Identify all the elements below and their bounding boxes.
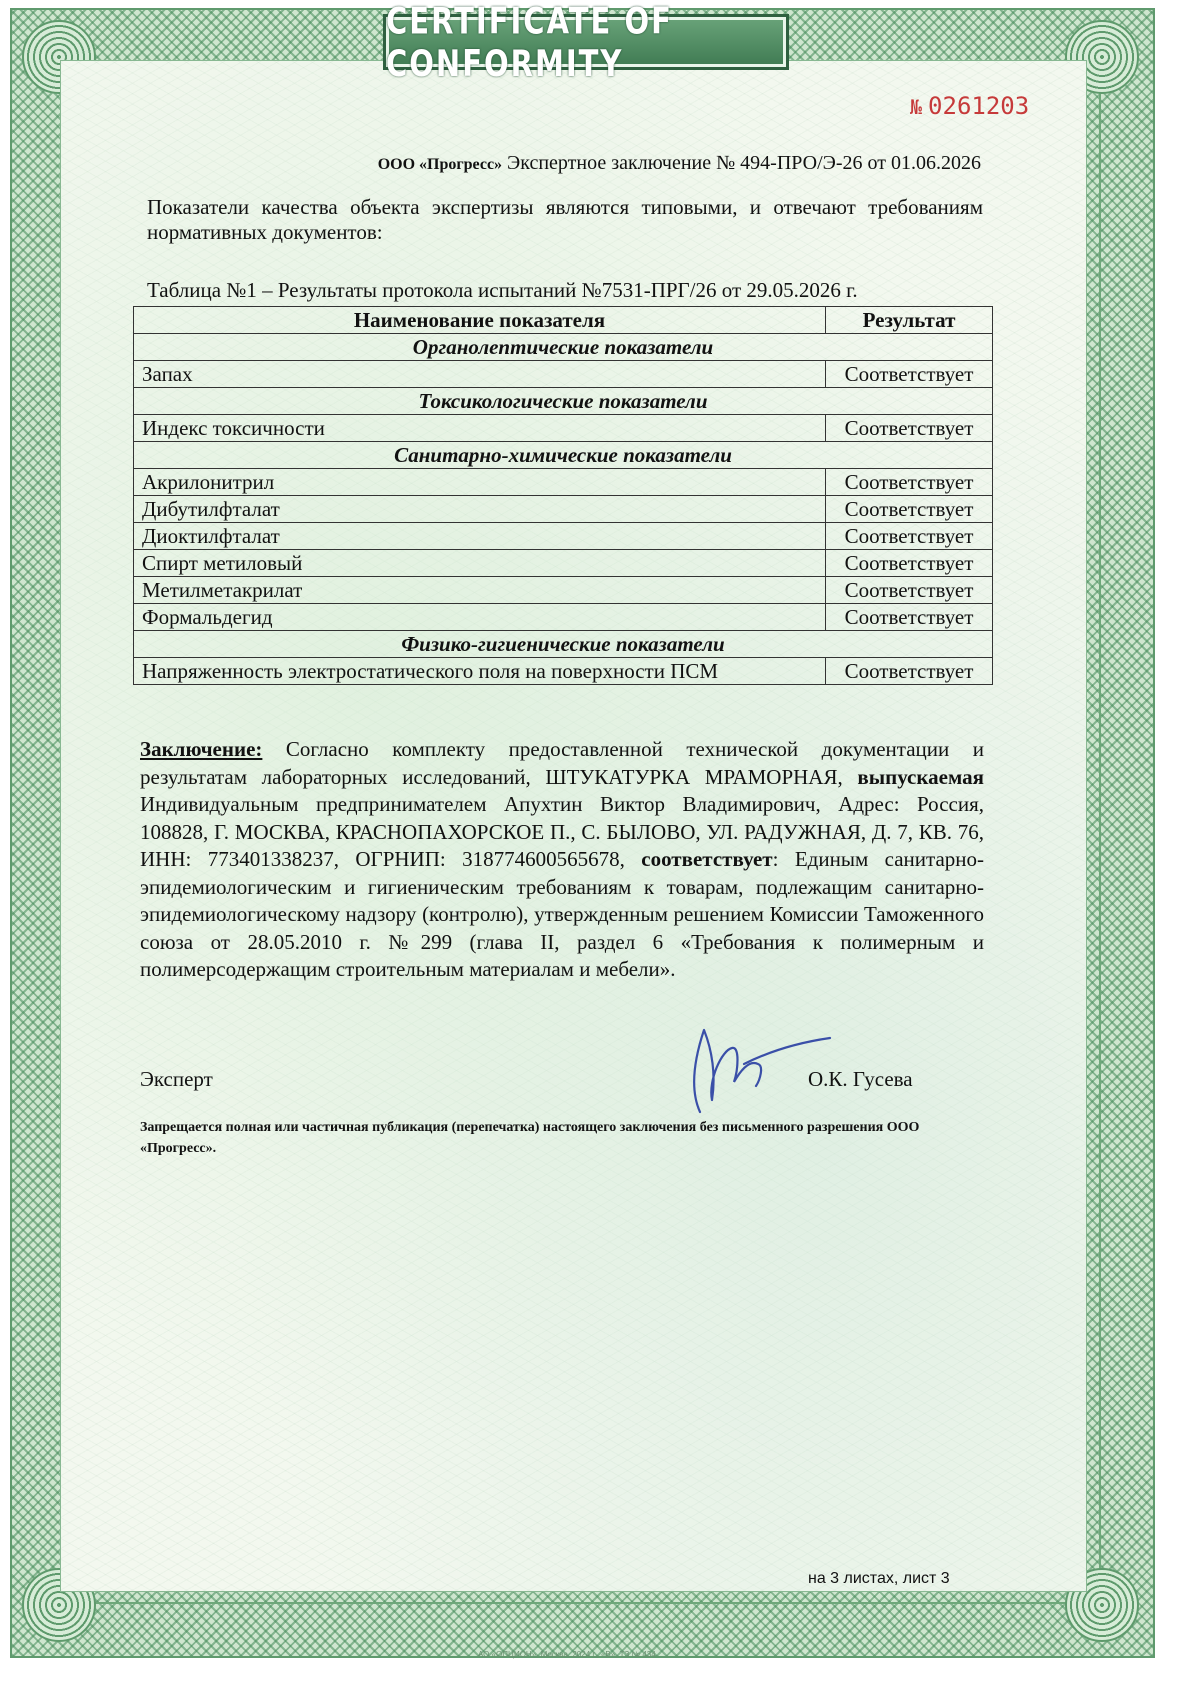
expert-label: Эксперт bbox=[140, 1067, 213, 1091]
section-row bbox=[134, 631, 993, 658]
table-row bbox=[134, 469, 993, 496]
section-title: Органолептические показатели bbox=[134, 334, 993, 361]
indicator-result: Соответствует bbox=[826, 496, 993, 523]
conclusion-bold-complies: соответствует bbox=[641, 847, 773, 871]
conclusion-label: Заключение: bbox=[140, 737, 263, 761]
indicator-name: Спирт метиловый bbox=[134, 550, 826, 577]
table-header-row bbox=[134, 307, 993, 334]
publication-notice: Запрещается полная или частичная публикация (перепечатка) настоящего заключения без письменного разрешения ООО «Прогресс». bbox=[140, 1120, 920, 1156]
organization-name: ООО «Прогресс» bbox=[377, 156, 503, 173]
indicator-name: Индекс токсичности bbox=[134, 415, 826, 442]
indicator-result: Соответствует bbox=[826, 550, 993, 577]
conclusion-text: Индивидуальным предпринимателем Апухтин Виктор Владимирович, Адрес: Россия, 108828, Г. МОСКВА, КРАСНОПАХОРСКОЕ П., С. БЫЛОВО, УЛ. РАДУЖНАЯ, Д. 7, КВ. 76, ИНН: 773401338237, ОГРНИП: 318774600565678, bbox=[140, 792, 984, 871]
indicator-name: Метилметакрилат bbox=[134, 577, 826, 604]
indicator-name: Диоктилфталат bbox=[134, 523, 826, 550]
intro-paragraph: Показатели качества объекта экспертизы являются типовыми, и отвечают требованиям нормативных документов: bbox=[147, 195, 983, 244]
indicator-result: Соответствует bbox=[826, 415, 993, 442]
section-title: Токсикологические показатели bbox=[134, 388, 993, 415]
table-row bbox=[134, 523, 993, 550]
expert-conclusion-reference bbox=[316, 152, 981, 175]
indicator-name: Формальдегид bbox=[134, 604, 826, 631]
table-row bbox=[134, 577, 993, 604]
conclusion-text: Согласно комплекту предоставленной технической документации и результатам лабораторных исследований, ШТУКАТУРКА МРАМОРНАЯ, bbox=[140, 737, 984, 789]
section-title: Физико-гигиенические показатели bbox=[134, 631, 993, 658]
table-row bbox=[134, 361, 993, 388]
section-row bbox=[134, 334, 993, 361]
sheet-info: на 3 листах, лист 3 bbox=[808, 1570, 950, 1587]
indicator-name: Напряженность электростатического поля на поверхности ПСМ bbox=[134, 658, 826, 685]
conclusion-paragraph bbox=[140, 736, 984, 984]
expert-name: О.К. Гусева bbox=[808, 1067, 913, 1091]
header-name: Наименование показателя bbox=[134, 307, 826, 334]
results-table bbox=[133, 306, 993, 685]
indicator-result: Соответствует bbox=[826, 361, 993, 388]
indicator-name: Запах bbox=[134, 361, 826, 388]
indicator-result: Соответствует bbox=[826, 469, 993, 496]
section-title: Санитарно-химические показатели bbox=[134, 442, 993, 469]
certificate-banner bbox=[383, 0, 789, 85]
indicator-result: Соответствует bbox=[826, 577, 993, 604]
table-row bbox=[134, 658, 993, 685]
table-row bbox=[134, 604, 993, 631]
table-row bbox=[134, 496, 993, 523]
conclusion-text: : Единым санитарно-эпидемиологическим и гигиеническим требованиям к товарам, подлежащим санитарно-эпидемиологическому надзору (контролю), утвержденным решением Комиссии Таможенного союза от 28.05.2010 г. №299 (глава II, раздел 6 «Требования к полимерным и полимерсодержащим строительным материалам и мебели». bbox=[140, 847, 984, 981]
indicator-name: Акрилонитрил bbox=[134, 469, 826, 496]
banner-title: CERTIFICATE OF CONFORMITY bbox=[386, 0, 673, 85]
serial-prefix: № bbox=[910, 95, 923, 119]
section-row bbox=[134, 442, 993, 469]
conclusion-bold-issued: выпускаемая bbox=[857, 764, 984, 789]
indicator-result: Соответствует bbox=[826, 523, 993, 550]
indicator-result: Соответствует bbox=[826, 658, 993, 685]
header-result: Результат bbox=[826, 307, 993, 334]
table-row bbox=[134, 415, 993, 442]
indicator-result: Соответствует bbox=[826, 604, 993, 631]
serial-number bbox=[910, 92, 1029, 120]
serial-value: 0261203 bbox=[928, 92, 1030, 120]
indicator-name: Дибутилфталат bbox=[134, 496, 826, 523]
section-row bbox=[134, 388, 993, 415]
table-row bbox=[134, 550, 993, 577]
printer-imprint: АО «ОПЦИОН», Москва, 2024 г., «В», ТЗ № 434 bbox=[478, 1650, 656, 1659]
table-caption: Таблица №1 – Результаты протокола испытаний №7531-ПРГ/26 от 29.05.2026 г. bbox=[147, 278, 858, 302]
conclusion-number: Экспертное заключение № 494-ПРО/Э-26 от 01.06.2026 bbox=[507, 152, 981, 174]
